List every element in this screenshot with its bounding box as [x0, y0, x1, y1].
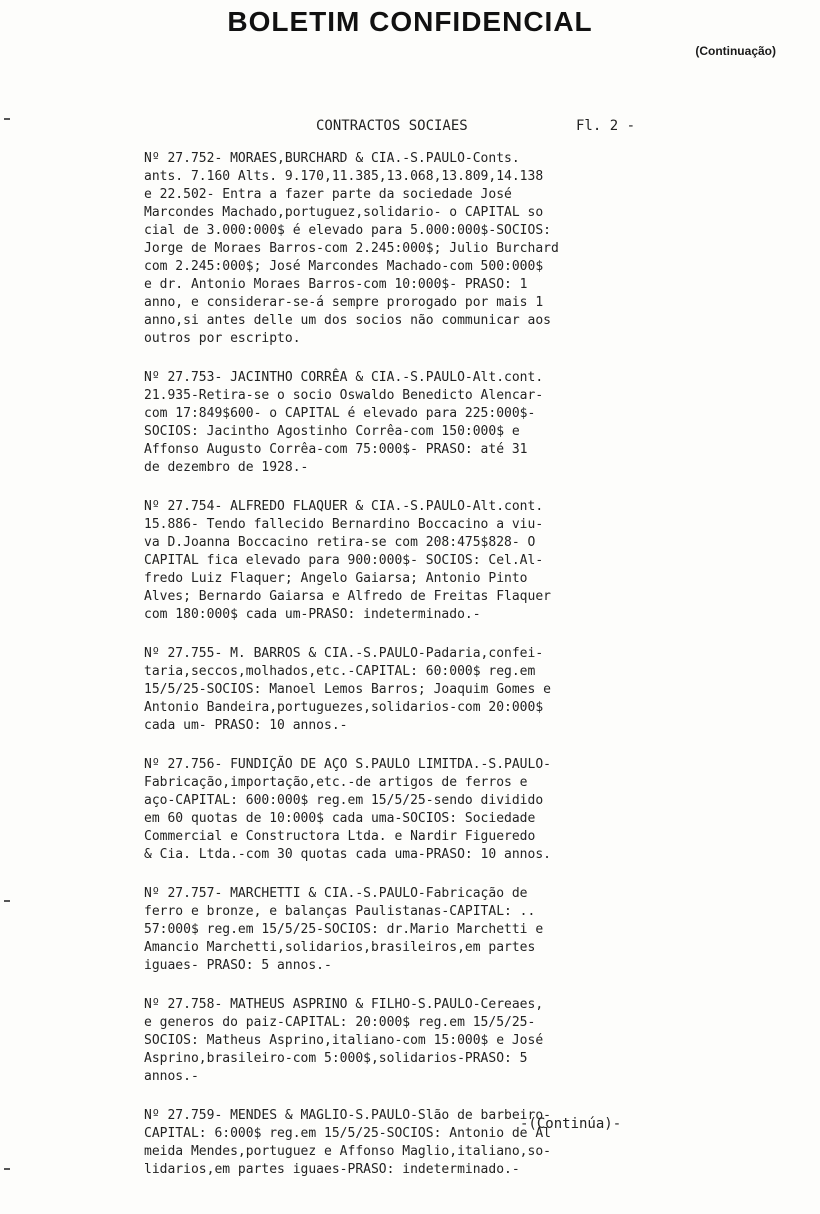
entry-line: Jorge de Moraes Barros-com 2.245:000$; Julio Burchard	[144, 241, 559, 256]
entry-line: e dr. Antonio Moraes Barros-com 10:000$- PRASO: 1	[144, 277, 528, 292]
entry-line: CAPITAL: 6:000$ reg.em 15/5/25-SOCIOS: Antonio de Al	[144, 1126, 551, 1141]
entry-line: Nº 27.759- MENDES & MAGLIO-S.PAULO-Slão de barbeiro-	[144, 1108, 551, 1123]
entry-line: Asprino,brasileiro-com 5:000$,solidarios-PRASO: 5	[144, 1051, 528, 1066]
entry-line: fredo Luiz Flaquer; Angelo Gaiarsa; Antonio Pinto	[144, 571, 528, 586]
margin-mark	[4, 118, 10, 120]
entry-line: com 180:000$ cada um-PRASO: indeterminado.-	[144, 607, 481, 622]
entry-line: com 17:849$600- o CAPITAL é elevado para 225:000$-	[144, 406, 536, 421]
entry-line: va D.Joanna Boccacino retira-se com 208:475$828- O	[144, 535, 536, 550]
entry-line: Alves; Bernardo Gaiarsa e Alfredo de Freitas Flaquer	[144, 589, 551, 604]
contract-entry	[144, 996, 674, 1086]
contract-entry	[144, 150, 674, 348]
entry-line: taria,seccos,molhados,etc.-CAPITAL: 60:000$ reg.em	[144, 664, 536, 679]
entry-line: iguaes- PRASO: 5 annos.-	[144, 958, 332, 973]
entry-line: 21.935-Retira-se o socio Oswaldo Benedicto Alencar-	[144, 388, 544, 403]
entry-line: de dezembro de 1928.-	[144, 460, 309, 475]
contract-entries	[144, 150, 674, 1200]
entry-line: Nº 27.755- M. BARROS & CIA.-S.PAULO-Padaria,confei-	[144, 646, 544, 661]
margin-mark	[4, 900, 10, 902]
entry-line: SOCIOS: Jacintho Agostinho Corrêa-com 150:000$ e	[144, 424, 520, 439]
entry-line: Antonio Bandeira,portuguezes,solidarios-com 20:000$	[144, 700, 544, 715]
entry-line: SOCIOS: Matheus Asprino,italiano-com 15:000$ e José	[144, 1033, 544, 1048]
entry-line: 15.886- Tendo fallecido Bernardino Boccacino a viu-	[144, 517, 544, 532]
entry-line: meida Mendes,portuguez e Affonso Maglio,italiano,so-	[144, 1144, 551, 1159]
entry-line: Nº 27.758- MATHEUS ASPRINO & FILHO-S.PAULO-Cereaes,	[144, 997, 544, 1012]
continues-footer: -(Continúa)-	[520, 1116, 622, 1132]
contract-entry	[144, 885, 674, 975]
entry-line: anno,si antes delle um dos socios não communicar aos	[144, 313, 551, 328]
contract-entry	[144, 645, 674, 735]
entry-line: outros por escripto.	[144, 331, 301, 346]
contract-entry	[144, 369, 674, 477]
entry-line: cada um- PRASO: 10 annos.-	[144, 718, 348, 733]
continuation-label: (Continuação)	[695, 44, 776, 58]
contract-entry	[144, 498, 674, 624]
section-title: CONTRACTOS SOCIAES	[316, 118, 468, 134]
entry-line: Fabricação,importação,etc.-de artigos de ferros e	[144, 775, 528, 790]
entry-line: com 2.245:000$; José Marcondes Machado-com 500:000$	[144, 259, 544, 274]
entry-line: aço-CAPITAL: 600:000$ reg.em 15/5/25-sendo dividido	[144, 793, 544, 808]
page-reference: Fl. 2 -	[576, 118, 636, 134]
entry-line: anno, e considerar-se-á sempre prorogado por mais 1	[144, 295, 544, 310]
contract-entry	[144, 756, 674, 864]
entry-line: e 22.502- Entra a fazer parte da sociedade José	[144, 187, 512, 202]
entry-line: Nº 27.757- MARCHETTI & CIA.-S.PAULO-Fabricação de	[144, 886, 528, 901]
entry-line: Nº 27.753- JACINTHO CORRÊA & CIA.-S.PAULO-Alt.cont.	[144, 370, 544, 385]
bulletin-title: BOLETIM CONFIDENCIAL	[227, 6, 593, 37]
entry-line: Amancio Marchetti,solidarios,brasileiros,em partes	[144, 940, 536, 955]
entry-line: & Cia. Ltda.-com 30 quotas cada uma-PRASO: 10 annos.	[144, 847, 551, 862]
entry-line: Commercial e Constructora Ltda. e Nardir Figueredo	[144, 829, 536, 844]
entry-line: Nº 27.754- ALFREDO FLAQUER & CIA.-S.PAULO-Alt.cont.	[144, 499, 544, 514]
entry-line: 15/5/25-SOCIOS: Manoel Lemos Barros; Joaquim Gomes e	[144, 682, 551, 697]
margin-mark	[4, 1168, 10, 1170]
entry-line: Nº 27.752- MORAES,BURCHARD & CIA.-S.PAULO-Conts.	[144, 151, 520, 166]
entry-line: cial de 3.000:000$ é elevado para 5.000:000$-SOCIOS:	[144, 223, 551, 238]
entry-line: CAPITAL fica elevado para 900:000$- SOCIOS: Cel.Al-	[144, 553, 544, 568]
entry-line: ants. 7.160 Alts. 9.170,11.385,13.068,13.809,14.138	[144, 169, 544, 184]
entry-line: e generos do paiz-CAPITAL: 20:000$ reg.em 15/5/25-	[144, 1015, 536, 1030]
entry-line: Nº 27.756- FUNDIÇÃO DE AÇO S.PAULO LIMITDA.-S.PAULO-	[144, 757, 551, 772]
entry-line: em 60 quotas de 10:000$ cada uma-SOCIOS: Sociedade	[144, 811, 536, 826]
entry-line: annos.-	[144, 1069, 199, 1084]
entry-line: ferro e bronze, e balanças Paulistanas-CAPITAL: ..	[144, 904, 536, 919]
entry-line: Marcondes Machado,portuguez,solidario- o CAPITAL so	[144, 205, 544, 220]
entry-line: 57:000$ reg.em 15/5/25-SOCIOS: dr.Mario Marchetti e	[144, 922, 544, 937]
entry-line: lidarios,em partes iguaes-PRASO: indeterminado.-	[144, 1162, 520, 1177]
entry-line: Affonso Augusto Corrêa-com 75:000$- PRASO: até 31	[144, 442, 528, 457]
